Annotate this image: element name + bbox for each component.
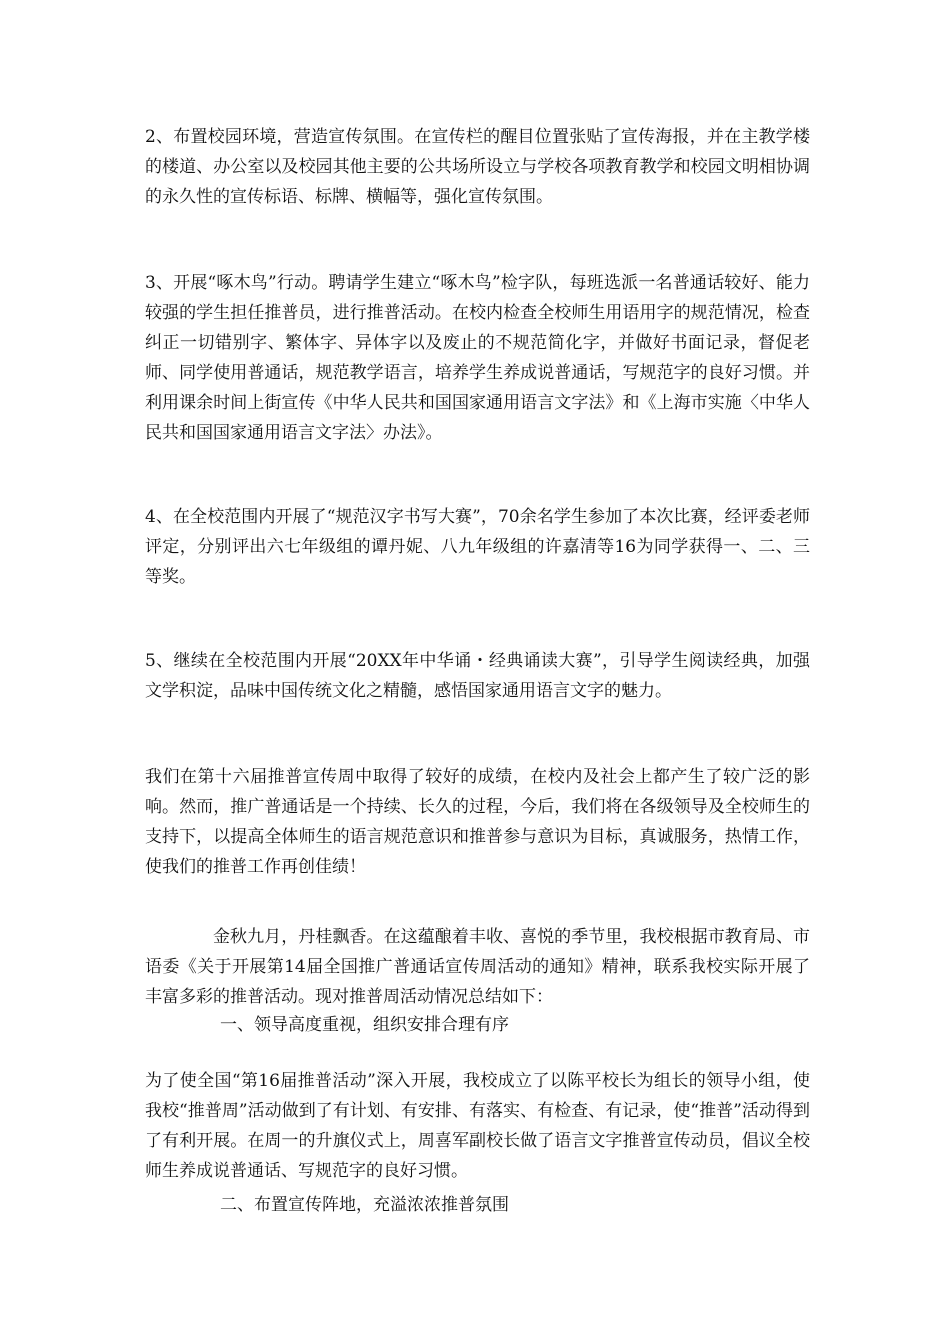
paragraph-conclusion: 我们在第十六届推普宣传周中取得了较好的成绩，在校内及社会上都产生了较广泛的影响。然而，推广普通话是一个持续、长久的过程，今后，我们将在各级领导及全校师生的支持下，以提高全体师生的语言规范意识和推普参与意识为目标，真诚服务，热情工作，使我们的推普工作再创佳绩！ <box>145 767 810 877</box>
paragraph-item-4: 4、在全校范围内开展了“规范汉字书写大赛”，70余名学生参加了本次比赛，经评委老师评定，分别评出六七年级组的谭丹妮、八九年级组的许嘉清等16为同学获得一、二、三等奖。 <box>145 507 810 587</box>
section-heading-2: 二、布置宣传阵地，充溢浓浓推普氛围 <box>220 1195 509 1215</box>
paragraph-item-5: 5、继续在全校范围内开展“20XX年中华诵・经典诵读大赛”，引导学生阅读经典，加强文学积淀，品味中国传统文化之精髓，感悟国家通用语言文字的魅力。 <box>145 651 810 701</box>
paragraph-item-2: 2、布置校园环境，营造宣传氛围。在宣传栏的醒目位置张贴了宣传海报，并在主教学楼的楼道、办公室以及校园其他主要的公共场所设立与学校各项教育教学和校园文明相协调的永久性的宣传标语、标牌、横幅等，强化宣传氛围。 <box>145 127 810 207</box>
section-heading-1: 一、领导高度重视，组织安排合理有序 <box>220 1015 509 1035</box>
paragraph-item-3: 3、开展“啄木鸟”行动。聘请学生建立“啄木鸟”检字队，每班选派一名普通话较好、能力较强的学生担任推普员，进行推普活动。在校内检查全校师生用语用字的规范情况，检查纠正一切错别字、繁体字、异体字以及废止的不规范简化字，并做好书面记录，督促老师、同学使用普通话，规范教学语言，培养学生养成说普通话，写规范字的良好习惯。并利用课余时间上街宣传《中华人民共和国国家通用语言文字法》和《上海市实施〈中华人民共和国国家通用语言文字法〉办法》。 <box>145 273 810 443</box>
paragraph-leadership: 为了使全国“第16届推普活动”深入开展，我校成立了以陈平校长为组长的领导小组，使我校“推普周”活动做到了有计划、有安排、有落实、有检查、有记录，使“推普”活动得到了有利开展。在周一的升旗仪式上，周喜军副校长做了语言文字推普宣传动员，倡议全校师生养成说普通话、写规范字的良好习惯。 <box>145 1071 810 1181</box>
paragraph-intro: 金秋九月，丹桂飘香。在这蕴酿着丰收、喜悦的季节里，我校根据市教育局、市语委《关于开展第14届全国推广普通话宣传周活动的通知》精神，联系我校实际开展了丰富多彩的推普活动。现对推普周活动情况总结如下： <box>145 927 810 1007</box>
